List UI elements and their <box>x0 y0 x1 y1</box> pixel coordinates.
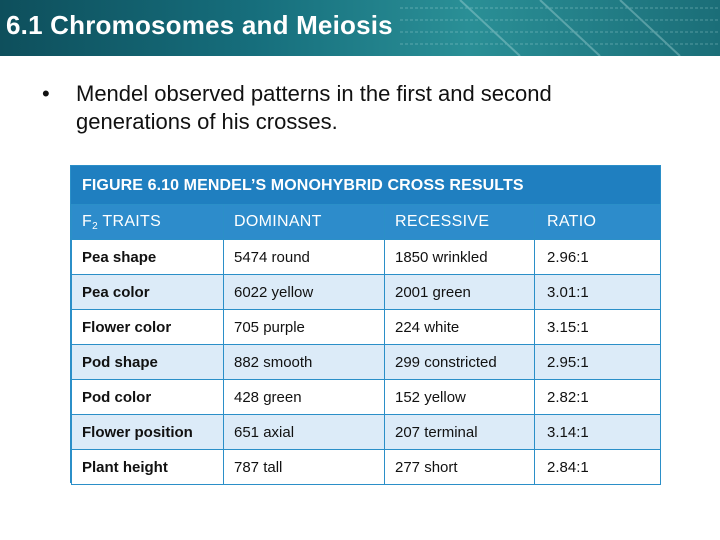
column-header-traits <box>72 205 224 240</box>
dominant-cell: 428 green <box>224 380 385 415</box>
trait-cell: Pea color <box>72 275 224 310</box>
recessive-cell: 224 white <box>385 310 535 345</box>
dominant-cell: 705 purple <box>224 310 385 345</box>
recessive-cell: 207 terminal <box>385 415 535 450</box>
traits-subscript: 2 <box>92 220 98 232</box>
dominant-cell: 5474 round <box>224 240 385 275</box>
dominant-cell: 882 smooth <box>224 345 385 380</box>
column-header-dominant: DOMINANT <box>224 205 385 240</box>
dominant-cell: 787 tall <box>224 450 385 485</box>
slide-header <box>0 0 720 56</box>
recessive-cell: 277 short <box>385 450 535 485</box>
column-header-recessive: RECESSIVE <box>385 205 535 240</box>
trait-cell: Flower position <box>72 415 224 450</box>
table-row <box>72 275 661 310</box>
trait-cell: Pea shape <box>72 240 224 275</box>
ratio-cell: 3.15:1 <box>535 310 661 345</box>
trait-cell: Pod color <box>72 380 224 415</box>
trait-cell: Pod shape <box>72 345 224 380</box>
table-row <box>72 450 661 485</box>
dominant-cell: 6022 yellow <box>224 275 385 310</box>
ratio-cell: 3.14:1 <box>535 415 661 450</box>
table-row <box>72 345 661 380</box>
ratio-cell: 3.01:1 <box>535 275 661 310</box>
dominant-cell: 651 axial <box>224 415 385 450</box>
dna-sequence-decoration <box>400 0 720 56</box>
trait-cell: Plant height <box>72 450 224 485</box>
figure-table <box>70 165 661 483</box>
table-row <box>72 380 661 415</box>
trait-cell: Flower color <box>72 310 224 345</box>
figure-title: FIGURE 6.10 MENDEL’S MONOHYBRID CROSS RESULTS <box>71 166 660 204</box>
traits-suffix: TRAITS <box>97 212 162 230</box>
table-row <box>72 310 661 345</box>
column-header-ratio: RATIO <box>535 205 661 240</box>
recessive-cell: 299 constricted <box>385 345 535 380</box>
traits-prefix: F <box>82 212 93 230</box>
ratio-cell: 2.84:1 <box>535 450 661 485</box>
ratio-cell: 2.95:1 <box>535 345 661 380</box>
table-header-row <box>72 205 661 240</box>
ratio-cell: 2.82:1 <box>535 380 661 415</box>
table-row <box>72 240 661 275</box>
bullet-text: Mendel observed patterns in the first and second generations of his crosses. <box>76 81 552 134</box>
ratio-cell: 2.96:1 <box>535 240 661 275</box>
recessive-cell: 2001 green <box>385 275 535 310</box>
bullet-symbol: • <box>42 81 50 106</box>
recessive-cell: 1850 wrinkled <box>385 240 535 275</box>
table-row <box>72 415 661 450</box>
recessive-cell: 152 yellow <box>385 380 535 415</box>
slide-title: 6.1 Chromosomes and Meiosis <box>6 10 393 40</box>
cross-results-table <box>71 204 661 485</box>
